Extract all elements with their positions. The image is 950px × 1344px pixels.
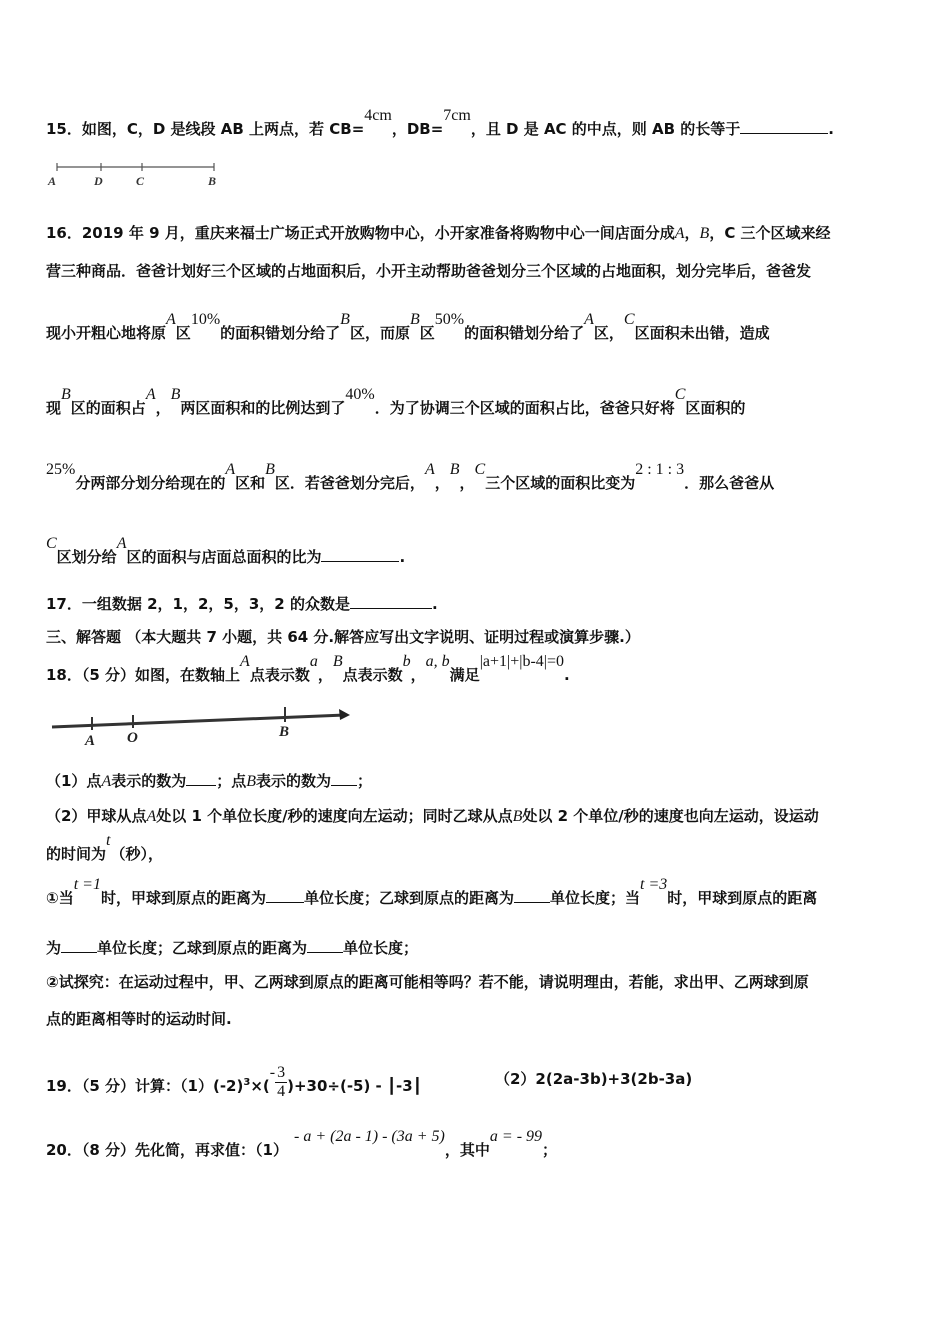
comma: ， xyxy=(155,399,171,417)
var-b: B xyxy=(332,653,343,670)
section-3-heading xyxy=(46,626,640,647)
q18-s1-text-a: （1）点 xyxy=(46,772,102,790)
q15-text-3: ，且 D 是 AC 的中点，则 AB 的长等于 xyxy=(470,120,741,138)
var-a-lower: a xyxy=(309,653,318,670)
var-a: A xyxy=(166,311,176,328)
q18-c1-text-a: ①当 xyxy=(46,889,74,907)
var-c: C xyxy=(474,461,486,478)
ratio: 2 : 1 : 3 xyxy=(635,461,685,478)
t-equals-1: t =1 xyxy=(73,876,101,893)
var-ab: a, b xyxy=(425,653,450,670)
q15-answer-blank xyxy=(740,121,828,134)
q19-text-1: 19．（5 分）计算：（1）(-2) xyxy=(46,1077,244,1095)
var-b: B xyxy=(449,461,460,478)
q20-text-1: 20．（8 分）先化简，再求值：（1） xyxy=(46,1141,288,1159)
q18-blank-a xyxy=(186,773,216,786)
value-a: a = - 99 xyxy=(489,1128,543,1145)
q15-line xyxy=(46,107,834,139)
q18-explore-text-1: ②试探究：在运动过程中，甲、乙两球到原点的距离可能相等吗？若不能，请说明理由，若能，求出甲、乙两球到原 xyxy=(46,973,809,991)
q16-line-4 xyxy=(46,386,746,418)
q17-end: . xyxy=(431,595,438,613)
q18-blank-c1 xyxy=(266,890,304,903)
q18-s2-text-c: 处以 2 个单位/秒的速度也向左运动，设运动 xyxy=(522,807,819,825)
q18-text-4: 点表示数 xyxy=(342,666,403,684)
comma: ， xyxy=(684,224,700,242)
q16-text-6a: 区划分给 xyxy=(56,548,117,566)
q17-line xyxy=(46,593,438,614)
q19-line xyxy=(46,1064,422,1105)
number-line-axis xyxy=(52,715,345,727)
q16-text-5d: 三个区域的面积比变为 xyxy=(485,474,636,492)
var-a: A xyxy=(146,808,157,825)
q18-s1-text-b: 表示的数为 xyxy=(111,772,187,790)
q16-text-4a: 现 xyxy=(46,399,62,417)
q18-blank-c3 xyxy=(61,940,97,953)
q16-text-3f: 区面积未出错，造成 xyxy=(634,324,770,342)
var-b-lower: b xyxy=(402,653,411,670)
t-equals-3: t =3 xyxy=(640,876,668,893)
q16-text-3e: 区， xyxy=(593,324,624,342)
expression: - a + (2a - 1) - (3a + 5) xyxy=(293,1128,445,1145)
var-a: A xyxy=(424,461,435,478)
qu: 区 xyxy=(419,324,435,342)
q16-text-3a: 现小开粗心地将原 xyxy=(46,324,167,342)
pct-50: 50% xyxy=(434,311,465,328)
q18-s2-text-e: （秒）， xyxy=(110,845,163,863)
negative-sign: - xyxy=(269,1064,276,1081)
var-a: A xyxy=(240,653,250,670)
q18-c1-text-e: 时，甲球到原点的距离 xyxy=(667,889,818,907)
var-b: B xyxy=(340,311,350,328)
q18-s2-text-a: （2）甲球从点 xyxy=(46,807,147,825)
q15-text-2: ，DB= xyxy=(391,120,444,138)
label-b: B xyxy=(279,724,290,740)
q18-sub-1 xyxy=(46,770,372,791)
q16-end: . xyxy=(399,548,406,566)
q18-s1-text-d: 表示的数为 xyxy=(256,772,332,790)
q18-blank-b xyxy=(331,773,357,786)
q18-case-1-line-2 xyxy=(46,937,418,958)
q15-cb-value: 4cm xyxy=(364,107,392,124)
comma: ， xyxy=(459,474,475,492)
q16-text-3c: 区，而原 xyxy=(349,324,410,342)
q18-end: . xyxy=(564,666,570,684)
qu: 区 xyxy=(175,324,191,342)
q18-s1-text-c: ；点 xyxy=(216,772,247,790)
q18-blank-c4 xyxy=(307,940,343,953)
q16-text-5c: 区．若爸爸划分完后， xyxy=(274,474,425,492)
q20-line xyxy=(46,1128,558,1160)
var-c: C xyxy=(623,311,635,328)
q16-line-5 xyxy=(46,461,775,493)
q18-explore-line-1 xyxy=(46,971,809,992)
var-t: t xyxy=(106,832,111,849)
fraction-numerator: 3 xyxy=(277,1064,286,1081)
q16-text-1b: C 三个区域来经 xyxy=(724,224,831,242)
exponent: 3 xyxy=(243,1077,251,1088)
var-b: B xyxy=(699,225,710,242)
q18-line-1 xyxy=(46,653,570,685)
q16-text-5a: 分两部分划分给现在的 xyxy=(75,474,226,492)
q16-line-6 xyxy=(46,535,406,567)
q18-c2-text-b: 单位长度；乙球到原点的距离为 xyxy=(97,939,308,957)
q18-blank-c2 xyxy=(514,890,550,903)
var-a: A xyxy=(674,225,685,242)
q18-sub-2-line-2 xyxy=(46,832,163,864)
q15-db-value: 7cm xyxy=(443,107,471,124)
q18-c2-text-a: 为 xyxy=(46,939,62,957)
fraction-denominator: 4 xyxy=(277,1083,286,1100)
var-c: C xyxy=(674,386,686,403)
var-a: A xyxy=(116,535,127,552)
section-3-text: 三、解答题 （本大题共 7 小题，共 64 分.解答应写出文字说明、证明过程或演算步骤.） xyxy=(46,628,640,646)
label-c: C xyxy=(136,174,145,188)
q16-text-6b: 区的面积与店面总面积的比为 xyxy=(126,548,322,566)
q19-text-3: )+30÷(-5) - ┃-3┃ xyxy=(287,1077,422,1095)
q19-text-2: ×( xyxy=(250,1077,270,1095)
q19-text-4: （2）2(2a-3b)+3(2b-3a) xyxy=(495,1070,693,1088)
label-a: A xyxy=(48,174,57,188)
q16-line-3 xyxy=(46,311,770,343)
pct-10: 10% xyxy=(190,311,221,328)
q18-explore-line-2 xyxy=(46,1008,232,1029)
q16-line-1 xyxy=(46,222,831,243)
q18-c1-text-c: 单位长度；乙球到原点的距离为 xyxy=(303,889,514,907)
label-d: D xyxy=(94,174,103,188)
q16-text-5b: 区和 xyxy=(235,474,266,492)
q18-case-1-line-1 xyxy=(46,876,818,908)
q16-text-3d: 的面积错划分给了 xyxy=(464,324,585,342)
condition-expression: |a+1|+|b-4|=0 xyxy=(479,653,564,670)
q19-part-2 xyxy=(495,1068,692,1089)
var-b: B xyxy=(246,773,257,790)
q17-answer-blank xyxy=(350,596,432,609)
label-b: B xyxy=(208,174,217,188)
q16-text-4d: ．为了协调三个区域的面积占比，爸爸只好将 xyxy=(374,399,675,417)
q15-end: . xyxy=(828,120,834,138)
q18-explore-text-2: 点的距离相等时的运动时间. xyxy=(46,1010,232,1028)
pct-40: 40% xyxy=(345,386,375,403)
var-b: B xyxy=(512,808,523,825)
var-a: A xyxy=(145,386,156,403)
var-a: A xyxy=(101,773,112,790)
q15-number: 15． xyxy=(46,120,82,138)
label-o: O xyxy=(127,730,138,746)
q18-s2-text-d: 的时间为 xyxy=(46,845,107,863)
q17-text: 17．一组数据 2，1，2，5，3，2 的众数是 xyxy=(46,595,350,613)
q16-answer-blank xyxy=(321,549,399,562)
pct-25: 25% xyxy=(46,461,76,478)
var-b: B xyxy=(409,311,420,328)
var-c: C xyxy=(46,535,57,552)
q16-text-4e: 区面积的 xyxy=(685,399,746,417)
q18-text-6: 满足 xyxy=(449,666,480,684)
q18-s2-text-b: 处以 1 个单位长度/秒的速度向左运动；同时乙球从点 xyxy=(156,807,513,825)
comma: ， xyxy=(317,666,333,684)
fraction xyxy=(275,1064,287,1101)
q16-line-2 xyxy=(46,260,811,281)
q16-text-1: 16．2019 年 9 月，重庆来福士广场正式开放购物中心，小开家准备将购物中心一间店面分成 xyxy=(46,224,675,242)
var-b: B xyxy=(265,461,275,478)
q18-sub-2-line-1 xyxy=(46,805,819,826)
q16-text-4b: 区的面积占 xyxy=(70,399,146,417)
q18-c2-text-c: 单位长度； xyxy=(343,939,419,957)
q18-text-2: 点表示数 xyxy=(249,666,310,684)
q15-text-1: 如图，C，D 是线段 AB 上两点，若 CB= xyxy=(81,120,365,138)
var-b: B xyxy=(170,386,181,403)
q16-text-3b: 的面积错划分给了 xyxy=(220,324,341,342)
var-b: B xyxy=(61,386,71,403)
q18-c1-text-d: 单位长度；当 xyxy=(549,889,640,907)
comma: ， xyxy=(709,224,725,242)
q15-segment-figure xyxy=(44,158,224,192)
comma: ， xyxy=(410,666,426,684)
q20-end: ； xyxy=(542,1141,558,1159)
q18-s1-text-e: ； xyxy=(357,772,373,790)
q16-text-2: 营三种商品．爸爸计划好三个区域的占地面积后，小开主动帮助爸爸划分三个区域的占地面积，划分完毕后，爸爸发 xyxy=(46,262,812,280)
q18-text-1: 18．（5 分）如图，在数轴上 xyxy=(46,666,241,684)
q20-text-2: ，其中 xyxy=(444,1141,490,1159)
q16-text-5e: ．那么爸爸从 xyxy=(684,474,775,492)
number-line-arrow xyxy=(339,709,350,720)
q18-number-line-figure xyxy=(50,700,370,748)
label-a: A xyxy=(85,733,96,748)
q16-text-4c: 两区面积和的比例达到了 xyxy=(180,399,346,417)
var-a: A xyxy=(584,311,594,328)
comma: ， xyxy=(434,474,450,492)
q18-c1-text-b: 时，甲球到原点的距离为 xyxy=(100,889,266,907)
var-a: A xyxy=(225,461,236,478)
